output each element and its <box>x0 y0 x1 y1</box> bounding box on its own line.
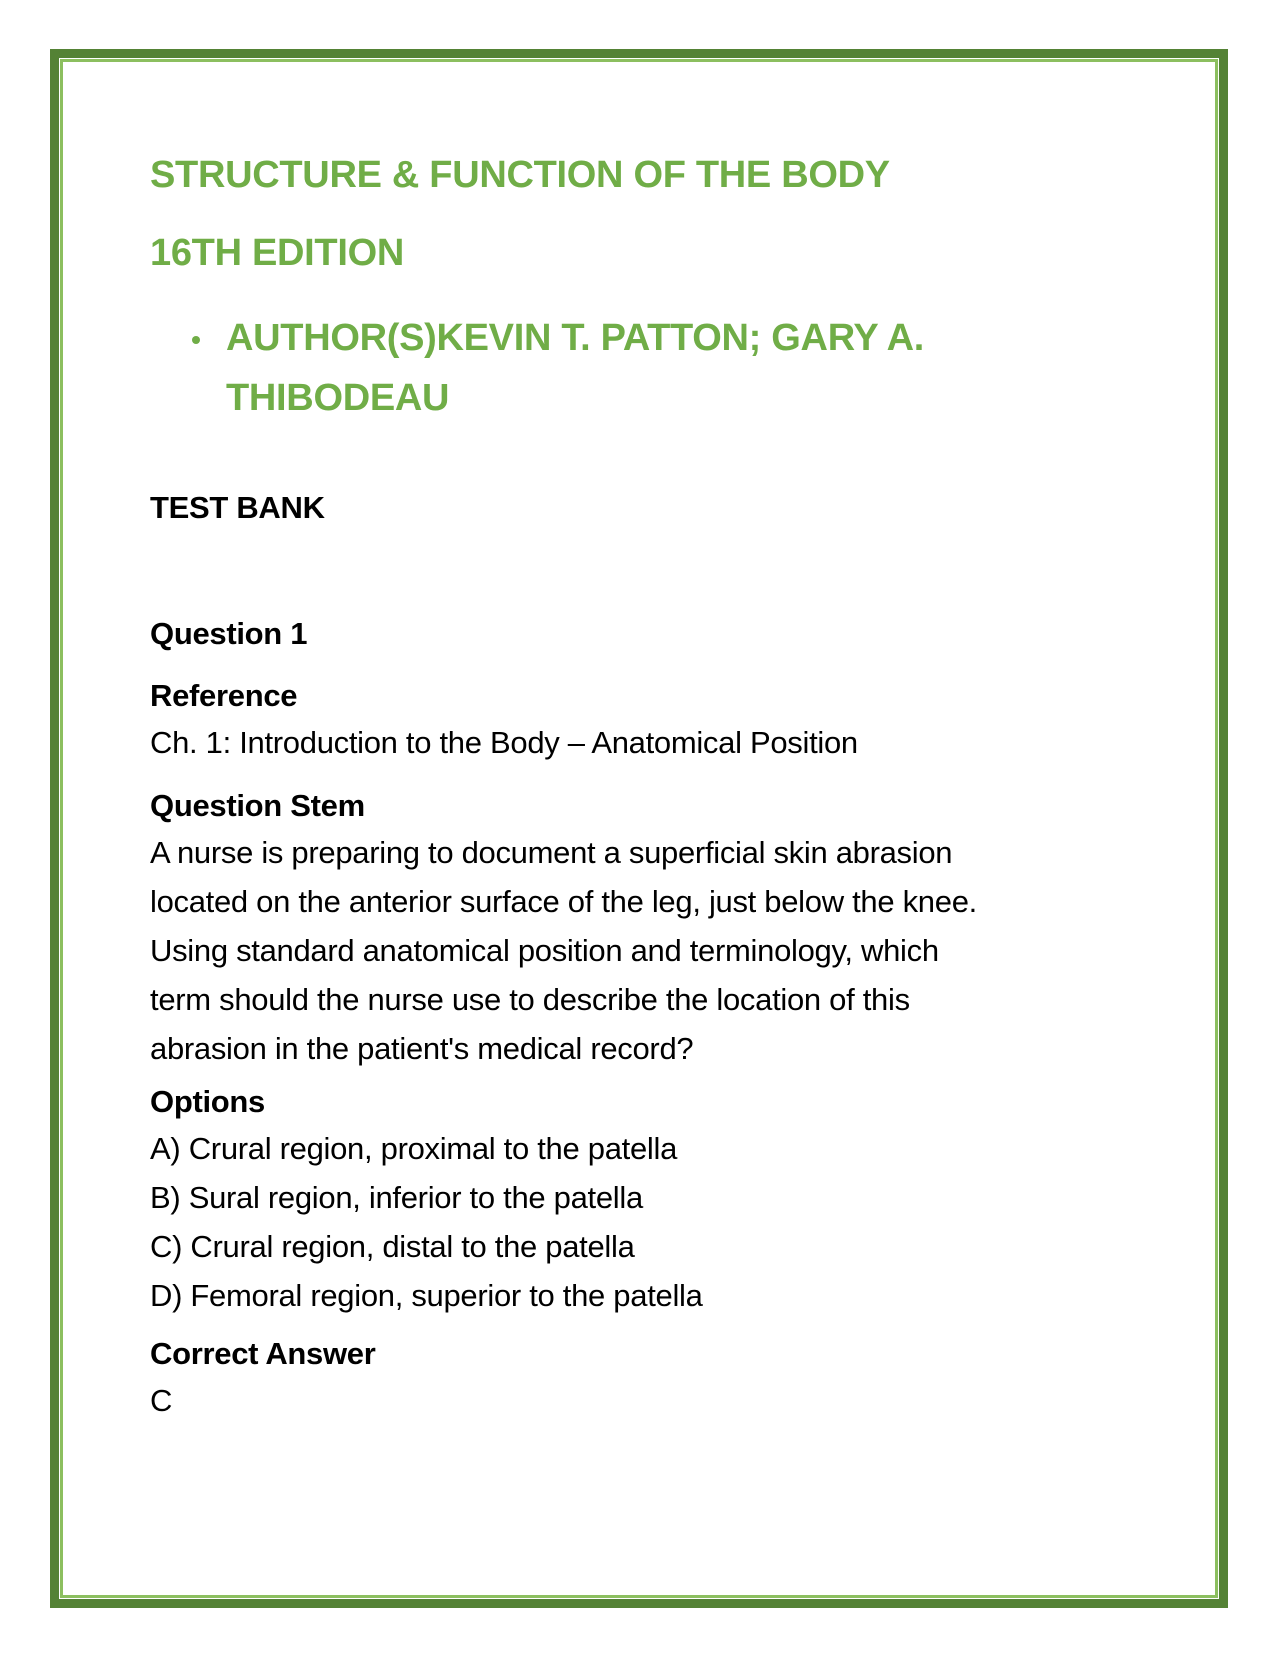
options-list <box>150 1124 703 1320</box>
bullet-icon <box>192 336 200 344</box>
option-c: C) Crural region, distal to the patella <box>150 1229 635 1264</box>
reference-label: Reference <box>150 678 298 713</box>
author-item <box>150 308 1050 428</box>
question-stem <box>150 828 977 1073</box>
document-title: STRUCTURE & FUNCTION OF THE BODY <box>150 154 890 196</box>
options-label: Options <box>150 1084 265 1119</box>
reference-text: Ch. 1: Introduction to the Body – Anatomical Position <box>150 725 858 760</box>
stem-label: Question Stem <box>150 788 365 823</box>
option-d: D) Femoral region, superior to the patella <box>150 1278 703 1313</box>
edition-title: 16TH EDITION <box>150 232 404 274</box>
stem-line: located on the anterior surface of the leg, just below the knee. <box>150 884 977 919</box>
stem-line: term should the nurse use to describe the location of this <box>150 982 910 1017</box>
question-number: Question 1 <box>150 616 308 651</box>
stem-line: A nurse is preparing to document a superficial skin abrasion <box>150 835 953 870</box>
stem-line: Using standard anatomical position and terminology, which <box>150 933 939 968</box>
author-list <box>150 308 1050 428</box>
option-a: A) Crural region, proximal to the patella <box>150 1131 678 1166</box>
answer-value: C <box>150 1383 173 1418</box>
author-line-1: AUTHOR(S)KEVIN T. PATTON; GARY A. <box>226 317 925 359</box>
author-line-2: THIBODEAU <box>226 377 450 419</box>
stem-line: abrasion in the patient's medical record? <box>150 1031 694 1066</box>
answer-label: Correct Answer <box>150 1336 376 1371</box>
section-label: TEST BANK <box>150 490 325 525</box>
option-b: B) Sural region, inferior to the patella <box>150 1180 643 1215</box>
